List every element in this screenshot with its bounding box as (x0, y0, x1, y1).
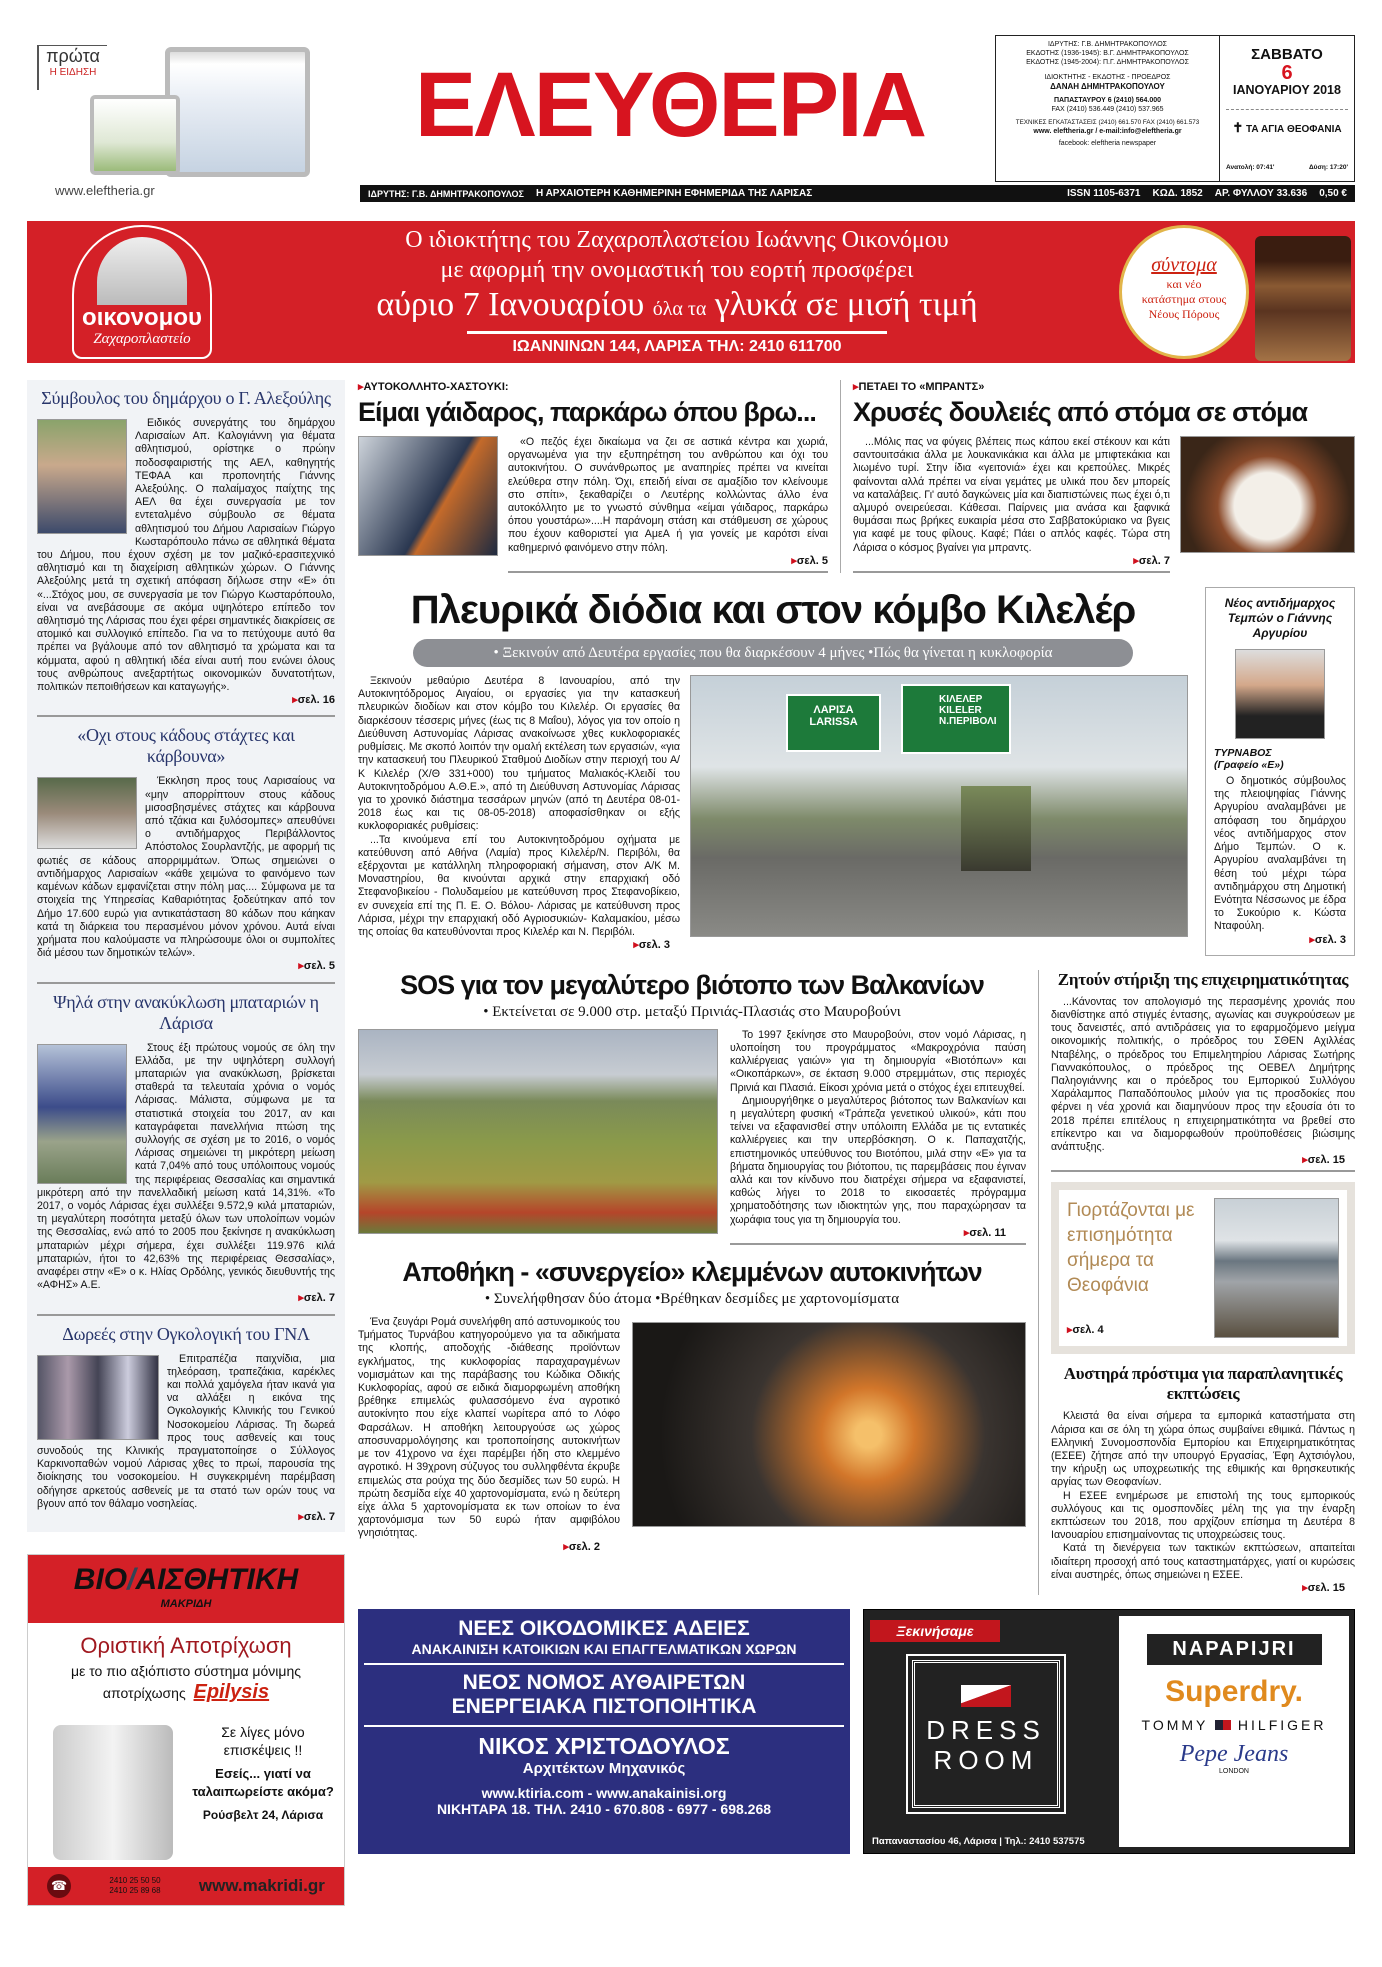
article-stolen-cars[interactable]: Αποθήκη - «συνεργείο» κλεμμένων αυτοκινήτων • Συνελήφθησαν δύο άτομα •Βρέθηκαν δεσμίδες με χαρτονομίσματα Ένα ζευγάρι Ρομά συνελήφθη από αστυνομικούς του Τμήματος Τυρνάβου κατηγορούμενο για τα αδικήματα της κλοπής, αποδοχής -διάθεσης προϊόντων εγκλήματος, της κυκλοφορίας παραχαραγμένων νομισμάτων και της παράβασης του Κώδικα Οδικής Κυκλοφορίας, αφού σε ειδικά διαμορφωμένη αποθήκη βρέθηκε επιμελώς φυλασσόμενο ένα αγροτικό αυτοκίνητο που είχε κλαπεί νωρίτερα από το Λόφο Φαρσάλων. Η αποθήκη λειτουργούσε ως χώρος αποσυναρμολόγησης και τροποποίησης αυτοκινήτων με τον 41χρονο να έχει παρέμβει ήδη στο κλεμμένο αγροτικό. Η 39χρονη σύζυγος του συλληφθέντα έκρυβε επιμελώς στα ρούχα της δύο δεσμίδες των 50 ευρώ. Η πρώτη δεσμίδα είχε 40 χαρτονομίσματα, ενώ η δεύτερη είχε άλλα 5 χαρτονομίσματα εκ των οποίων το ένα χαρτονόμισμα των 50 ευρώ ήταν αμφιβόλου γνησιότητας. ▸ σελ. 2 (358, 1257, 1026, 1554)
article-biotope[interactable]: SOS για τον μεγαλύτερο βιότοπο των Βαλκανίων • Εκτείνεται σε 9.000 στρ. μεταξύ Πρινιάς-Πλασιάς στο Μαυροβούνι Το 1997 ξεκίνησε στο Μαυροβούνι, στον νομό Λάρισας, η υλοποίηση του προγράμματος «Μακροχρόνια παύση καλλιέργειας γαιών» για τη δημιουργία «Βιοτόπων» και «Οικοπάρκων», σε έκταση 9.000 στρεμμάτων, στις περιοχές Πρινιά και Πλασιά. Είκοσι χρόνια μετά ο στόχος έχει επιτευχθεί. Δημιουργήθηκε ο μεγαλύτερος βιότοπος των Βαλκανίων και η μεγαλύτερη φυσική «Τράπεζα γενετικού υλικού», κάτι που τείνει να εξαφανισθεί στην υπόλοιπη Ελλάδα με τις εντατικές καλλιέργειες και την υπερβόσκηση. Ο κ. Παπαχατζής, επιστημονικός υπεύθυνος του Βιοτόπου, μιλά στην «Ε» για τα βήματα δημιουργίας του βιότοπου, τις παρεμβάσεις που έγιναν αλλά και τον κίνδυνο που διατρέχει σήμερα να εξαφανιστεί, καθώς λήγει το 2018 το εικοσαετές πρόγραμμα χρηματοδότησης των ιδιοκτητών γης, που παραχώρησαν τα χωράφια τους για τη δημιουργία του. ▸ σελ. 11 (358, 970, 1026, 1245)
grinder-photo (632, 1322, 1026, 1527)
bins-photo (37, 777, 137, 849)
batteries-photo (37, 1044, 127, 1184)
field-photo (358, 1029, 718, 1234)
masthead-strip: ΙΔΡΥΤΗΣ: Γ.Β. ΔΗΜΗΤΡΑΚΟΠΟΥΛΟΣ Η ΑΡΧΑΙΟΤΕΡΗ ΚΑΘΗΜΕΡΙΝΗ ΕΦΗΜΕΡΙΔΑ ΤΗΣ ΛΑΡΙΣΑΣ ISSN 1105-6371 ΚΩΔ. 1852 ΑΡ. ΦΥΛΛΟΥ 33.636 0,50 € (360, 185, 1355, 202)
promo-badge: πρώτα Η ΕΙΔΗΣΗ (37, 45, 107, 90)
pastry-logo: οικονομου Ζαχαροπλαστείο (72, 225, 212, 359)
dress-room-ad[interactable]: Ξεκινήσαμε DRESS ROOM Παπαναστασίου 46, Λάρισα | Τηλ.: 2410 537575 NAPAPIJRI Superdry. TOMMY HILFIGER Pepe Jeans LONDON (863, 1609, 1355, 1854)
promo-url[interactable]: www.eleftheria.gr (55, 183, 155, 198)
dress-room-logo: DRESS ROOM (912, 1660, 1060, 1808)
article-parking-sticker[interactable]: ▸ ΑΥΤΟΚΟΛΛΗΤΟ-ΧΑΣΤΟΥΚΙ: Είμαι γάιδαρος, παρκάρω όπου βρω... «Ο πεζός έχει δικαίωμα να ζει σε αστικά κέντρα και χωριά, οργανωμένα για την εξυπηρέτηση του ανθρώπου και όχι του αυτοκινήτου. Ο συνάνθρωπος με αναπηρίες πρέπει να κινείται ελεύθερα στην πόλη. Όχι, επειδή είναι σε αμαξίδιο τον κλείνουμε στο σπίτι», ξεκαθαρίζει ο Λευτέρης κολλώντας άλλο ένα αυτοκόλλητο με το γνωστό σύνθημα «είμαι γάιδαρος, παρκάρω όπου γουστάρω»....Η παράνομη στάση και στάθμευση σε χώρους που έχουν καθοριστεί για ΑμεΑ ή για γονείς με καρότσι είναι καθημερινό φαινόμενο στην πόλη. ▸ σελ. 5 (358, 380, 828, 573)
sidebar-argyriou[interactable]: Νέος αντιδήμαρχος Τεμπών ο Γιάννης Αργυρίου ΤΥΡΝΑΒΟΣ (Γραφείο «Ε») Ο δημοτικός σύμβουλος της πλειοψηφίας Γιάννης Αργυρίου αναλαμβάνει με απόφαση του δημάρχου νέος αντιδήμαρχος στον Δήμο Τεμπών. Ο κ. Αργυρίου αναλαμβάνει τη θέση τού μέχρι τώρα αντιδημάρχου στη Δημοτική Ενότητα Νέσσωνος με έδρα το Συκούριο κ. Κώστα Νταφούλη. ▸ σελ. 3 (1205, 587, 1355, 956)
architect-ad[interactable]: ΝΕΕΣ ΟΙΚΟΔΟΜΙΚΕΣ ΑΔΕΙΕΣ ΑΝΑΚΑΙΝΙΣΗ ΚΑΤΟΙΚΙΩΝ ΚΑΙ ΕΠΑΓΓΕΛΜΑΤΙΚΩΝ ΧΩΡΩΝ ΝΕΟΣ ΝΟΜΟΣ ΑΥΘΑΙΡΕΤΩΝ ΕΝΕΡΓΕΙΑΚΑ ΠΙΣΤΟΠΟΙΗΤΙΚΑ ΝΙΚΟΣ ΧΡΙΣΤΟΔΟΥΛΟΣ Αρχιτέκτων Μηχανικός www.ktiria.com - www.anakainisi.org ΝΙΚΗΤΑΡΑ 18. ΤΗΛ. 2410 - 670.808 - 6977 - 698.268 (358, 1609, 850, 1854)
flag-icon (961, 1685, 1011, 1707)
pastry-shop-ad[interactable]: οικονομου Ζαχαροπλαστείο Ο ιδιοκτήτης του Ζαχαροπλαστείου Ιωάννης Οικονόμου με αφορμή την ονομαστική του εορτή προσφέρει αύριο 7 Ιανουαρίου όλα τα γλυκά σε μισή τιμή ΙΩΑΝΝΙΝΩΝ 144, ΛΑΡΙΣΑ ΤΗΛ: 2410 611700 σύντομα και νέο κατάστημα στους Νέους Πόρους (27, 221, 1355, 363)
date-box: ΣΑΒΒΑΤΟ 6 ΙΑΝΟΥΑΡΙΟΥ 2018 ✝ ΤΑ ΑΓΙΑ ΘΕΟΦΑΝΙΑ Ανατολή: 07:41' Δύση: 17:20' (1219, 35, 1355, 182)
phone-icon: ☎ (47, 1874, 71, 1898)
sticker-photo (358, 436, 498, 556)
portrait-photo (37, 419, 127, 534)
highway-photo (690, 675, 1188, 937)
laptop-image (165, 47, 310, 177)
web-promo[interactable] (25, 35, 345, 200)
tommy-flag-icon (1215, 1720, 1231, 1730)
new-store-badge: σύντομα και νέο κατάστημα στους Νέους Πόρους (1119, 225, 1249, 359)
food-photo (1180, 436, 1355, 553)
article-discount-fines[interactable]: Αυστηρά πρόστιμα για παραπλανητικές εκπτώσεις Κλειστά θα είναι σήμερα τα εμπορικά καταστήματα στη Λάρισα και σε όλη τη χώρα όπως συμβαίνει εθιμικά. Πάντως η Ελληνική Συνομοσπονδία Εμπορίου και Επιχειρηματικότητας (ΕΣΕΕ) ζήτησε από την υπουργό Εργασίας, Έφη Αχτσιόγλου, την κήρυξη ως υποχρεωτικής της εθιμικής και θρησκευτικής αργίας των Θεοφανίων. Η ΕΣΕΕ ενημέρωσε με επιστολή της τους εμπορικούς συλλόγους και τις ομοσπονδίες μέλη της για την έναρξη εκπτώσεων του 2018, που αρχίζουν επίσημα τη Δευτέρα 8 Ιανουαρίου επισημαίνοντας τις υποχρεώσεις τους. Κατά τη διενέργεια των τακτικών εκπτώσεων, απαιτείται ιδιαίτερη προσοχή από τους καταστηματάρχες, γιατί οι κυρώσεις είναι αυστηρές, όπως σημειώνει η ΕΣΕΕ. ▸ σελ. 15 (1051, 1364, 1355, 1595)
group-photo (37, 1355, 159, 1440)
article-oncology[interactable]: Δωρεές στην Ογκολογική του ΓΝΛ Επιτραπέζια παιχνίδια, μια τηλεόραση, τραπεζάκια, καρέκλες και πολλά χαμόγελα ήταν ικανά για να αλλάξει η εικόνα της Ογκολογικής Κλινικής του Γενικού Νοσοκομείου Λάρισας. Τη δωρεά προς τους ασθενείς και τους συνοδούς της Κλινικής πραγματοποίησε ο Σύλλογος Καρκινοπαθών νομού Λάρισας χθες το πρωί, παρουσία της διοίκησης του νοσοκομείου. Η συγκεκριμένη παρέμβαση οδήγησε αρκετούς ασθενείς με τα στατό των ορών τους να βγουν από τον θάλαμο νοσηλείας. ▸ σελ. 7 (37, 1316, 335, 1533)
article-brunch[interactable]: ▸ ΠΕΤΑΕΙ ΤΟ «ΜΠΡΑΝΤΣ» Χρυσές δουλειές από στόμα σε στόμα ...Μόλις πας να φύγεις βλέπεις πως κάπου εκεί στέκουν και κάτι σαντουιτσάκια άλλα με λουκανικάκια και άλλα με μπιφτεκάκια και λιωμένο τυρί. Στην ίδια «γειτονιά» έχει και κρεπούλες. Μικρές φαίνονται αλλά πρέπει να είναι γεμάτες με υλικά που δεν μπορείς να καταλάβεις. Γι' αυτό δαγκώνεις μία και διαπιστώνεις πως έχει ό,τι αλμυρό ονειρεύεσαι. Κάθεσαι. Παίρνεις μια ανάσα και ξαφνικά θυμάσαι πως βρήκες ευκαιρία μέσα στο Σαββατοκύριακο να βγεις για καφέ με τους φίλους. Καφέ; Πάει ο απλός καφές. Τώρα στη Λάρισα ο κόσμος βγαίνει για μπραντς. ▸ σελ. 7 (853, 380, 1355, 573)
harbor-photo (1214, 1198, 1339, 1338)
article-aleksoulis[interactable]: Σύμβουλος του δημάρχου ο Γ. Αλεξούλης Ειδικός συνεργάτης του δημάρχου Λαρισαίων Απ. Καλογιάννη για θέματα αθλητισμού, ορίστηκε ο πρώην ποδοσφαιριστής της ΑΕΛ, καθηγητής ΤΕΦΑΑ και προπονητής Γιάννης Αλεξούλης. Ο παλαίμαχος παίχτης της ΑΕΛ θα έχει συνεργασία με τον εντεταλμένο σύμβουλο σε θέματα αθλητισμού του Δήμου Λαρισαίων Γιώργο Κωσταρόπουλο πάνω σε αθλητικά θέματα του Δήμου, που έχουν σχέση με τον μαζικό-ερασιτεχνικό αθλητισμό και τη διαχείριση αθλητικών χώρων. Ο Γιάννης Αλεξούλης μετά τη σχετική απόφαση δήλωσε στην «Ε» ότι «...Στόχος μου, σε συνεργασία με τον Γιώργο Κωσταρόπουλο, είναι να ανεβάσουμε σε ακόμα υψηλότερο επίπεδο τον αθλητισμό της Λάρισας που έχει φέρει σημαντικές διακρίσεις σε ατομικό και συλλογικό επίπεδο. Για να το πετύχουμε αυτό θα πρέπει να βγάλουμε από τον αθλητισμό τα χρώματα και τα κόμματα, αφού η αθλητική ιδέα είναι αυτή που ενώνει όλους τους ανθρώπους ανεξαρτήτως οικονομικών δυνατοτήτων, πολιτικών πεποιθήσεων και καταγωγής». ▸ σελ. 16 (37, 380, 335, 717)
road-sign-larisa: ΛΑΡΙΣΑ LARISSA (786, 694, 881, 752)
article-bins[interactable]: «Οχι στους κάδους στάχτες και κάρβουνα» Έκκληση προς τους Λαρισαίους να «μην απορρίπτουν στους κάδους μισοσβησμένες στάχτες και κάρβουνα από τζάκια και ξυλόσομπες» απευθύνει ο αντιδήμαρχος Περιβάλλοντος Απόστολος Σουρλαντζής, με αφορμή τις φωτιές σε κάδους απορριμμάτων. Όπως σημειώνει ο αντιδήμαρχος Λαρισαίων «κάθε χειμώνα το φαινόμενο των καμένων κάδων εμφανίζεται στην πόλη μας.... Σύμφωνα με τα στοιχεία της Υπηρεσίας Καθαριότητας ξοδεύτηκαν από τον Δήμο 17.600 ευρώ για αντικατάσταση 80 κάδων που κάηκαν κατά τη διάρκεια του περασμένου μόνον χρόνου. Αυτά είναι χρήματα που καλούμαστε να πληρώσουμε όλοι οι συμπολίτες διά μέσου των δημοτικών τελών». ▸ σελ. 5 (37, 717, 335, 983)
newspaper-logo: ΕΛΕΥΘΕΡΙΑ (414, 54, 926, 156)
truck (961, 786, 1031, 871)
device-image (53, 1725, 173, 1860)
info-box: ΙΔΡΥΤΗΣ: Γ.Β. ΔΗΜΗΤΡΑΚΟΠΟΥΛΟΣ ΕΚΔΟΤΗΣ (1936-1945): Β.Γ. ΔΗΜΗΤΡΑΚΟΠΟΥΛΟΣ ΕΚΔΟΤΗΣ (1945-2004): Π.Γ. ΔΗΜΗΤΡΑΚΟΠΟΥΛΟΣ ΙΔΙΟΚΤΗΤΗΣ - ΕΚΔΟΤΗΣ - ΠΡΟΕΔΡΟΣ ΔΑΝΑΗ ΔΗΜΗΤΡΑΚΟΠΟΥΛΟΥ ΠΑΠΑΣΤΑΥΡΟΥ 6 (2410) 564.000 FAX (2410) 536.449 (2410) 537.965 ΤΕΧΝΙΚΕΣ ΕΓΚΑΤΑΣΤΑΣΕΙΣ (2410) 661.570 FAX (2410) 661.573 www. eleftheria.gr / e-mail:info@eleftheria.gr facebook: eleftheria newspaper (995, 35, 1220, 182)
road-sign-kileler: ΚΙΛΕΛΕΡ KILELER Ν.ΠΕΡΙΒΟΛΙ (901, 684, 1011, 754)
cake-image (1255, 236, 1351, 361)
feast-day: ✝ ΤΑ ΑΓΙΑ ΘΕΟΦΑΝΙΑ (1232, 120, 1342, 135)
laptop-image (90, 95, 180, 175)
article-batteries[interactable]: Ψηλά στην ανακύκλωση μπαταριών η Λάρισα Στους έξι πρώτους νομούς σε όλη την Ελλάδα, με την υψηλότερη συλλογή μπαταριών για ανακύκλωση, βρίσκεται σταθερά τα τελευταία χρόνια ο νομός Λάρισας. Μάλιστα, σύμφωνα με τα στατιστικά στοιχεία του 2017, αν και καταγράφεται πανελλήνια πτώση της συλλογής σε σχέση με το 2016, ο νομός Λάρισας σημειώνει τη μικρότερη μείωση κατά 7,04% από τους υπόλοιπους νομούς της περιφέρειας Θεσσαλίας και σημαντικά μικρότερη από την πανελλαδική μείωση κατά 14,31%. «Το 2017, ο νομός Λάρισας έχει συλλέξει 9.572,9 κιλά μπαταριών, τη μεγαλύτερη ποσότητα μεταξύ όλων των υπολοίπων νομών της Θεσσαλίας, ενώ από το 2005 που ξεκίνησε η ανακύκλωση μπαταριών μέχρι σήμερα, έχει συλλέξει 119.976 κιλά μπαταριών, ήτοι το 42,63% της περιφέρειας Θεσσαλίας», αναφέρει στην «Ε» ο κ. Ηλίας Ορδόλης, γενικός διευθυντής της «ΑΦΗΣ» Α.Ε. ▸ σελ. 7 (37, 984, 335, 1316)
theophany-box[interactable]: Γιορτάζονται με επισημότητα σήμερα τα Θεοφάνια ▸ σελ. 4 (1051, 1182, 1355, 1354)
cross-icon: ✝ (1232, 120, 1244, 135)
main-region (358, 380, 1355, 1854)
lead-article[interactable]: Πλευρικά διόδια και στον κόμβο Κιλελέρ • Ξεκινούν από Δευτέρα εργασίες που θα διαρκέσουν 4 μήνες •Πώς θα γίνεται η κυκλοφορία Ξεκινούν μεθαύριο Δευτέρα 8 Ιανουαρίου, από την Αυτοκινητόδρομος Αιγαίου, οι εργασίες για την κατασκευή πλευρικών διοδίων και στον κόμβο του Κιλελέρ. Οι εργασίες θα διαρκέσουν τέσσερις μήνες (έως τις 8 Μαΐου), λόγος για τον οποίο η Διεύθυνση Αστυνομίας Λάρισας ανακοίνωσε χθες κυκλοφοριακές ρυθμίσεις. Με σκοπό λοιπόν την ομαλή εκτέλεση των εργασιών, «για την κατασκευή του Πλευρικού Σταθμού Διοδίων στην περιοχή του Α/Κ Κιλελέρ (Χ/Θ 331+000) του τμήματος Μαλιακός-Κλειδί του Αυτοκινητοδρόμου Α.Θ.Ε.», από τη Διεύθυνση Αστυνομίας Λάρισας για το χρονικό διάστημα τεσσάρων μηνών (από τη Δευτέρα 08-01-2018 έως και τις 08-05-2018) αποφασίσθηκαν οι εξής κυκλοφοριακές ρυθμίσεις: ...Τα κινούμενα επί του Αυτοκινητοδρόμου οχήματα με κατεύθυνση από Αθήνα (Λαμία) προς Κιλελέρ/Ν. Περιβόλι, θα εξέρχονται με κατάλληλη πληροφοριακή σήμανση, στον Α/Κ Μ. Μοναστηρίου, θα κινούνται αρχικά στην επαρχιακή οδό Στεφανοβικείου - Πολυδαμείου με κατεύθυνση προς Στεφανοβίκειο, εν συνεχεία επί της Π. Ε. Ο. Βόλου- Λάρισας με κατεύθυνση προς Λάρισα, μέχρι την επαρχιακή οδό Αγριοσυκιών- Καλαμακίου, μέσω της οποίας θα κατευθύνονται προς Κιλελέρ και Ν. Περιβόλι. ▸ σελ. 3 ΛΑΡΙΣΑ LARISSA ΚΙΛΕΛΕΡ KILELER Ν.ΠΕΡΙΒΟΛΙ (358, 587, 1188, 952)
bioaisthitiki-ad[interactable]: ΒΙΟ/ΑΙΣΘΗΤΙΚΗ ΜΑΚΡΙΔΗ Οριστική Αποτρίχωση με το πιο αξιόπιστο σύστημα μόνιμης αποτρίχωσης Epilysis Σε λίγες μόνο επισκέψεις !! Εσείς... γιατί να ταλαιπωρείστε ακόμα? Ρούσβελτ 24, Λάρισα ☎ 2410 25 50 50 2410 25 89 68 www.makridi.gr (27, 1554, 345, 1906)
family-photo (97, 237, 187, 305)
lead-subtitle: • Ξεκινούν από Δευτέρα εργασίες που θα διαρκέσουν 4 μήνες •Πώς θα γίνεται η κυκλοφορία (413, 639, 1133, 667)
argyriou-photo (1235, 649, 1325, 739)
left-column (27, 380, 345, 1906)
article-business[interactable]: Ζητούν στήριξη της επιχειρηματικότητας ...Κάνοντας τον απολογισμό της περασμένης χρονιάς που διανθίστηκε από στιγμές έντασης, αγωνίας και συγκρούσεων με τους δανειστές, από αντιδράσεις για το εφαρμοζόμενο μείγμα οικονομικής πολιτικής, ο πρόεδρος του ΣΘΕΝ Αχιλλέας Νταβέλης, ο πρόεδρος του Επιμελητηρίου Λάρισας Σωτήρης Γιαννακόπουλος, ο πρόεδρος της ΟΕΒΕΛ Δημήτρης Παληογιάννης και ο πρόεδρος του Εμπορικού Συλλόγου Χαράλαμπος Παπαδόπουλος μιλούν για τις προσδοκίες που φέρνει η νέα χρονιά και διαμηνύουν προς την εξουσία ότι το 2018 πρέπει επιτέλους η επιχειρηματικότητα να βρεθεί στο επίκεντρο και να διαμορφωθούν προϋποθέσεις βιώσιμης ανάπτυξης. ▸ σελ. 15 (1051, 970, 1355, 1173)
